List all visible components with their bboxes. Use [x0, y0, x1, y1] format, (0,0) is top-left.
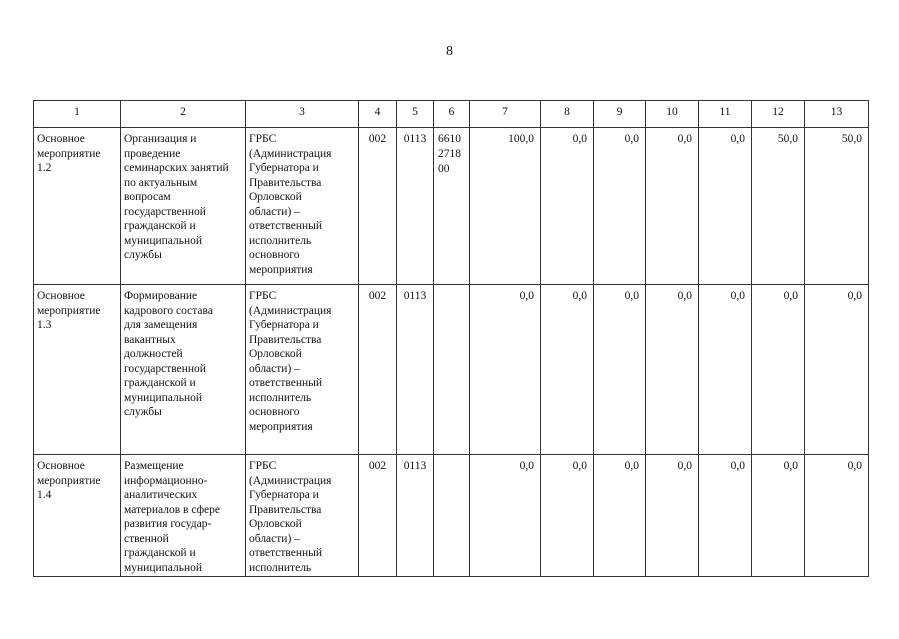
executor-cell: ГРБС (Администрация Губернатора и Правительства Орловской области) – ответственный исполнитель основного мероприятия [246, 128, 359, 285]
description-cell: Размещение информационно- аналитических материалов в сфере развития государ- ственной гражданской и муниципальной [124, 460, 220, 574]
page-number: 8 [446, 44, 453, 59]
value-cell: 100,0 [470, 128, 541, 285]
value-cell: 0,0 [699, 455, 752, 577]
description-cell: Организация и проведение семинарских занятий по актуальным вопросам государственной гражданской и муниципальной службы [121, 128, 246, 285]
column-header: 11 [699, 101, 752, 128]
value-cell: 50,0 [805, 128, 869, 285]
code-cell [434, 455, 470, 577]
value-cell: 0,0 [541, 285, 594, 455]
column-header: 1 [34, 101, 121, 128]
value-cell: 0,0 [470, 455, 541, 577]
executor-cell-wrap [246, 455, 359, 577]
value-cell: 50,0 [752, 128, 805, 285]
column-header: 13 [805, 101, 869, 128]
activity-cell: Основное мероприятие 1.4 [34, 455, 121, 577]
code-cell: 0113 [397, 128, 434, 285]
code-cell: 002 [359, 285, 397, 455]
activity-cell: Основное мероприятие 1.3 [34, 285, 121, 455]
value-cell: 0,0 [594, 455, 646, 577]
column-header: 8 [541, 101, 594, 128]
value-cell: 0,0 [805, 285, 869, 455]
value-cell: 0,0 [752, 455, 805, 577]
value-cell: 0,0 [594, 128, 646, 285]
table-row [34, 455, 869, 577]
description-cell: Формирование кадрового состава для замещения вакантных должностей государственной гражданской и муниципальной службы [121, 285, 246, 455]
code-cell: 002 [359, 128, 397, 285]
code-cell [434, 285, 470, 455]
value-cell: 0,0 [646, 128, 699, 285]
code-cell: 002 [359, 455, 397, 577]
column-header: 2 [121, 101, 246, 128]
column-header: 9 [594, 101, 646, 128]
code-cell: 0113 [397, 285, 434, 455]
activity-cell: Основное мероприятие 1.2 [34, 128, 121, 285]
column-header: 7 [470, 101, 541, 128]
column-header: 5 [397, 101, 434, 128]
column-header: 4 [359, 101, 397, 128]
column-header: 3 [246, 101, 359, 128]
code-cell: 0113 [397, 455, 434, 577]
column-header: 6 [434, 101, 470, 128]
budget-table [33, 100, 869, 577]
header-row [34, 101, 869, 128]
value-cell: 0,0 [541, 128, 594, 285]
code-cell: 6610 2718 00 [434, 128, 470, 285]
table-row [34, 285, 869, 455]
table-row [34, 128, 869, 285]
value-cell: 0,0 [699, 285, 752, 455]
value-cell: 0,0 [541, 455, 594, 577]
column-header: 12 [752, 101, 805, 128]
value-cell: 0,0 [646, 285, 699, 455]
value-cell: 0,0 [805, 455, 869, 577]
executor-cell: ГРБС (Администрация Губернатора и Правительства Орловской области) – ответственный исполнитель [249, 460, 332, 574]
value-cell: 0,0 [646, 455, 699, 577]
column-header: 10 [646, 101, 699, 128]
description-cell-wrap [121, 455, 246, 577]
value-cell: 0,0 [752, 285, 805, 455]
executor-cell: ГРБС (Администрация Губернатора и Правительства Орловской области) – ответственный исполнитель основного мероприятия [246, 285, 359, 455]
value-cell: 0,0 [594, 285, 646, 455]
value-cell: 0,0 [699, 128, 752, 285]
value-cell: 0,0 [470, 285, 541, 455]
